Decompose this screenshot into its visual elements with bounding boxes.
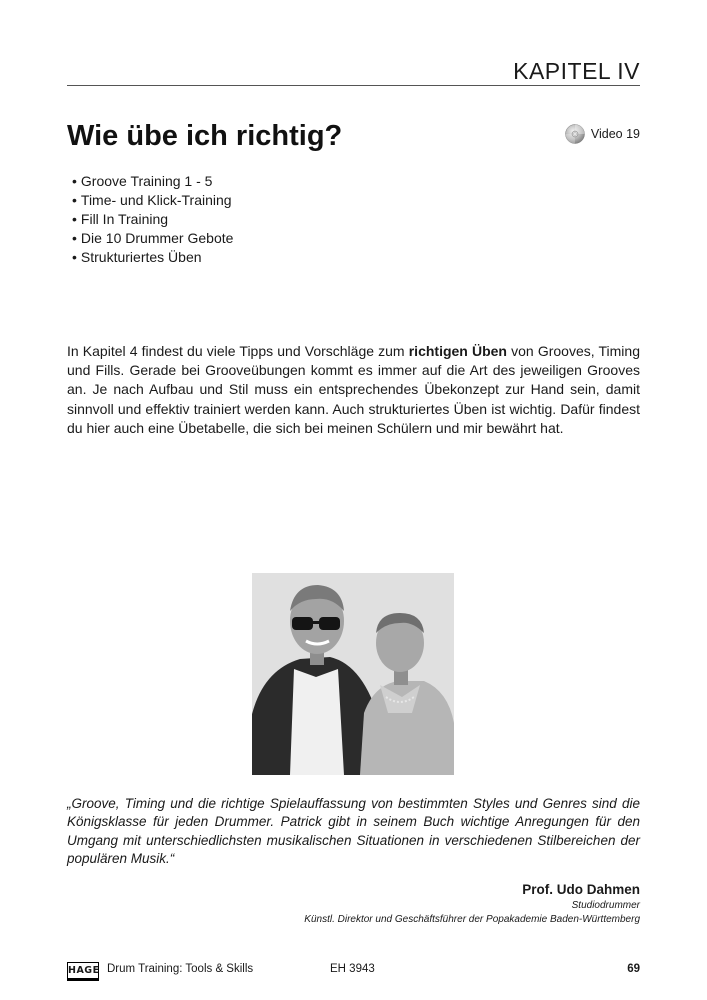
testimonial-quote: „Groove, Timing und die richtige Spielauffassung von bestimmten Styles und Genres sind die Königsklasse für jeden Drummer. Patrick gibt in seinem Buch wichtige Anregungen für den Umgang mit unterschiedlichsten musikalischen Situationen in verschiedenen Stilbereichen der populären Musik.“ (67, 796, 640, 867)
list-item: • Groove Training 1 - 5 (72, 172, 233, 191)
list-item: • Die 10 Drummer Gebote (72, 229, 233, 248)
chapter-label: KAPITEL IV (513, 58, 640, 84)
header-rule (67, 85, 640, 86)
topic-list (72, 172, 233, 267)
book-title: Drum Training: Tools & Skills (107, 963, 254, 975)
list-item: • Strukturiertes Üben (72, 248, 233, 267)
author-name: Prof. Udo Dahmen (522, 882, 640, 897)
publisher-logo: HAGE (67, 962, 99, 979)
list-item: • Fill In Training (72, 210, 233, 229)
portrait-photo (252, 573, 454, 775)
intro-text-start: In Kapitel 4 findest du viele Tipps und Vorschläge zum (67, 343, 409, 359)
video-reference[interactable] (565, 124, 640, 144)
cd-disc-icon (565, 124, 585, 144)
intro-text-end: von Grooves, Timing und Fills. Gerade bei Grooveübungen kommt es immer auf die Art des jeweiligen Grooves an. Je nach Aufbau und Stil muss ein entsprechendes Übekonzept zur Hand sein, damit sinnvoll und effektiv trainiert werden kann. Auch strukturiertes Üben ist wichtig. Dafür findest du hier auch eine Übetabelle, die sich bei meinen Schülern und mir bewährt hat. (67, 343, 640, 436)
page-number: 69 (627, 963, 640, 975)
quote-author (304, 881, 640, 927)
intro-bold-text: richtigen Üben (408, 343, 507, 359)
page-footer (67, 962, 640, 980)
author-position: Künstl. Direktor und Geschäftsführer der Popakademie Baden-Württemberg (304, 914, 640, 925)
logo-underline (67, 979, 99, 981)
author-role: Studiodrummer (571, 900, 640, 911)
page-title: Wie übe ich richtig? (67, 120, 343, 152)
intro-paragraph (67, 342, 640, 438)
video-label: Video 19 (590, 127, 640, 141)
list-item: • Time- und Klick-Training (72, 191, 233, 210)
edition-code: EH 3943 (330, 963, 375, 975)
